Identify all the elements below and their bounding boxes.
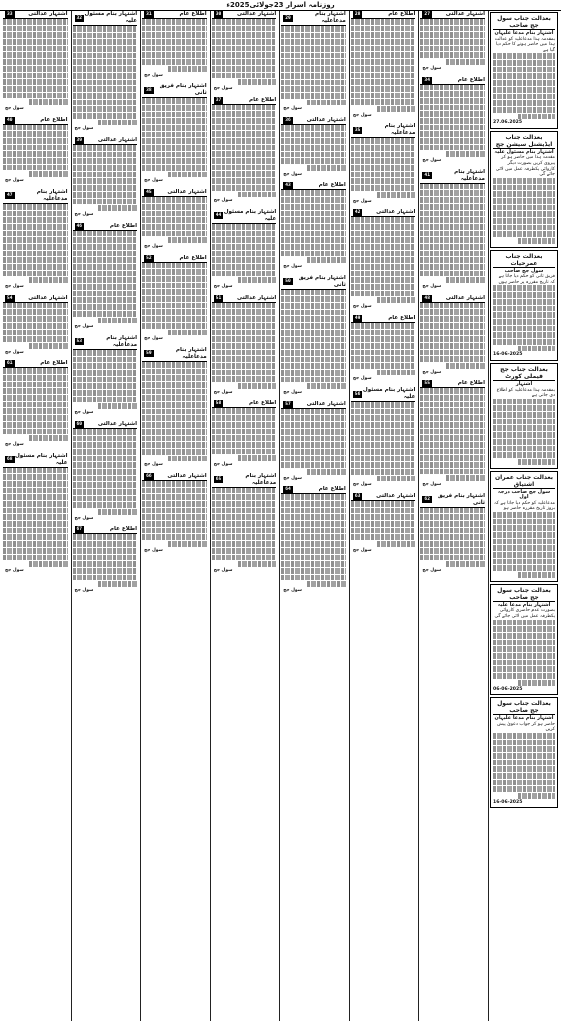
- entry-heading: اشتہار عدالتی: [167, 189, 207, 196]
- entry-heading: اطلاع عام: [388, 11, 416, 17]
- entry-signature: سول جج: [213, 389, 233, 395]
- entry-heading: اطلاع عام: [318, 486, 346, 493]
- classified-entry: [142, 83, 207, 187]
- entry-heading: اشتہار بنام مدعاعلیہ: [36, 188, 68, 202]
- entry-number: 38: [146, 87, 152, 93]
- entry-heading: اشتہار عدالتی: [306, 400, 346, 407]
- entry-signature: سول جج: [74, 587, 94, 593]
- classified-entry: [351, 387, 416, 491]
- entry-signature: سول جج: [74, 410, 94, 416]
- entry-heading: اشتہار بنام مدعاعلیہ: [245, 472, 277, 486]
- court-notice: [490, 250, 558, 361]
- classified-entry: [212, 209, 277, 293]
- notice-title: بعدالت جناب سول جج صاحب: [493, 700, 555, 715]
- entry-number: 65: [215, 477, 222, 483]
- entry-heading: اشتہار بنام مدعاعلیہ: [175, 346, 207, 360]
- entry-number: 37: [215, 97, 222, 103]
- notice-date: 16-06-2025: [493, 799, 523, 805]
- classified-entry: [142, 473, 207, 557]
- notice-title: بعدالت جناب سول جج صاحب: [493, 15, 555, 30]
- classified-column-2: [349, 11, 417, 1021]
- entry-signature: سول جج: [4, 349, 24, 355]
- entry-number: 42: [354, 210, 361, 216]
- notice-subtitle: سول جج صاحب: [504, 267, 544, 274]
- entry-number: 51: [215, 295, 222, 301]
- classified-entry: [281, 401, 346, 485]
- entry-heading: اشتہار بنام فریق ثانی: [437, 492, 485, 506]
- entry-heading: اطلاع عام: [249, 96, 277, 103]
- entry-number: 63: [354, 494, 361, 500]
- entry-number: 66: [146, 473, 152, 479]
- entry-signature: سول جج: [352, 112, 372, 118]
- entry-signature: سول جج: [213, 284, 233, 290]
- entry-signature: سول جج: [4, 284, 24, 290]
- entry-signature: سول جج: [283, 587, 303, 593]
- classified-entry: [281, 275, 346, 399]
- entry-signature: سول جج: [144, 547, 163, 553]
- classified-entry: [420, 295, 485, 379]
- notice-subtitle: اشتہار: [515, 380, 533, 387]
- notice-body: بمقدمہ ہذا مدعاعلیہ کو عدالت ہذا میں حاضر ہونے کا حکم دیا گیا ہے: [494, 36, 555, 53]
- entry-heading: اطلاع عام: [109, 222, 138, 229]
- classified-column-7: [2, 11, 69, 1021]
- entry-signature: سول جج: [144, 243, 163, 249]
- entry-number: 62: [424, 497, 430, 503]
- entry-heading: اشتہار عدالتی: [97, 420, 138, 427]
- classified-entry: [73, 335, 138, 419]
- entry-heading: اشتہار بنام مدعاعلیہ: [106, 334, 138, 348]
- notice-body: حاضر ہو کر جواب دعویٰ پیش کریں: [497, 721, 555, 733]
- classified-column-1: [418, 11, 486, 1021]
- notice-title: بعدالت جناب سول جج صاحب: [493, 587, 555, 602]
- entry-heading: اشتہار عدالتی: [237, 11, 277, 17]
- notice-date: 06-06-2025: [493, 686, 523, 692]
- entry-signature: سول جج: [352, 198, 372, 204]
- entry-number: 31: [146, 12, 152, 17]
- entry-signature: سول جج: [422, 284, 442, 290]
- entry-number: 47: [6, 193, 13, 199]
- entry-heading: اشتہار عدالتی: [167, 472, 207, 479]
- entry-number: 40: [6, 117, 13, 123]
- classified-entry: [142, 347, 207, 471]
- entry-heading: اشتہار بنام مسئول علیہ: [223, 208, 277, 222]
- entry-heading: اشتہار بنام مدعاعلیہ: [454, 168, 485, 182]
- entry-signature: سول جج: [283, 390, 303, 396]
- entry-number: 60: [76, 421, 83, 427]
- entry-signature: سول جج: [283, 171, 303, 177]
- entry-heading: اشتہار بنام فریق ثانی: [298, 274, 346, 288]
- classified-entry: [212, 97, 277, 207]
- entry-signature: سول جج: [352, 482, 372, 488]
- notice-title: بعدالت جناب ایڈیشنل سیشن جج: [493, 134, 555, 149]
- entry-signature: سول جج: [213, 198, 233, 204]
- entry-signature: سول جج: [4, 105, 24, 111]
- entry-number: 55: [424, 381, 430, 387]
- classified-entry: [73, 421, 138, 525]
- classified-entry: [142, 255, 207, 345]
- classified-entry: [3, 295, 68, 359]
- entry-number: 54: [6, 295, 13, 301]
- entry-signature: سول جج: [422, 482, 442, 487]
- classified-entry: [73, 526, 138, 596]
- classified-entry: [3, 117, 68, 187]
- classified-column-4: [210, 11, 278, 1021]
- classified-entry: [73, 223, 138, 333]
- entry-number: 49: [354, 315, 361, 321]
- entry-number: 61: [6, 361, 13, 367]
- entry-heading: اطلاع عام: [457, 380, 485, 387]
- entry-number: 59: [146, 351, 152, 357]
- newspaper-page: [2, 11, 559, 1021]
- entry-heading: اشتہار عدالتی: [376, 209, 416, 216]
- entry-number: 44: [215, 213, 222, 219]
- entry-number: 50: [285, 279, 291, 285]
- entry-signature: سول جج: [422, 158, 442, 164]
- entry-heading: اطلاع عام: [388, 314, 416, 321]
- entry-heading: اطلاع عام: [457, 76, 485, 83]
- classified-entry: [3, 453, 68, 577]
- classified-entry: [142, 189, 207, 253]
- entry-signature: سول جج: [422, 567, 442, 573]
- entry-heading: اشتہار بنام مسئول علیہ: [362, 387, 416, 401]
- classified-entry: [3, 11, 68, 115]
- entry-heading: اطلاع عام: [109, 526, 138, 533]
- entry-number: 28: [354, 12, 361, 17]
- notice-date: 27.06.2025: [493, 120, 523, 126]
- classified-entry: [142, 11, 207, 81]
- classified-column-3: [279, 11, 347, 1021]
- classified-entry: [212, 295, 277, 399]
- classified-entry: [351, 11, 416, 121]
- entry-number: 45: [146, 190, 152, 196]
- entry-heading: اشتہار عدالتی: [97, 137, 138, 144]
- entry-signature: سول جج: [352, 376, 372, 382]
- classified-entry: [212, 11, 277, 95]
- classified-column-5: [140, 11, 208, 1021]
- classified-entry: [73, 11, 138, 135]
- entry-signature: سول جج: [352, 304, 372, 310]
- entry-heading: اطلاع عام: [179, 11, 207, 17]
- entry-signature: سول جج: [4, 178, 24, 184]
- entry-number: 36: [285, 117, 291, 123]
- classified-entry: [3, 360, 68, 450]
- entry-heading: اطلاع عام: [40, 360, 68, 367]
- entry-number: 39: [76, 138, 83, 144]
- notice-body: بمقدمہ ہذا مدعاعلیہ کو اطلاع دی جاتی ہے: [496, 387, 555, 399]
- classified-entry: [351, 123, 416, 207]
- entry-heading: اطلاع عام: [249, 400, 277, 407]
- classified-entry: [281, 486, 346, 596]
- entry-signature: سول جج: [283, 106, 303, 112]
- entry-signature: سول جج: [74, 324, 94, 330]
- entry-heading: اشتہار عدالتی: [28, 11, 68, 17]
- entry-number: 68: [6, 457, 13, 463]
- notice-date: 16-06-2025: [493, 352, 523, 358]
- classified-entry: [420, 169, 485, 293]
- court-notice: [490, 471, 558, 582]
- entry-signature: سول جج: [422, 65, 442, 71]
- entry-signature: سول جج: [213, 461, 233, 467]
- entry-heading: اطلاع عام: [40, 116, 68, 123]
- notice-subtitle: اشتہار بنام مدعا علیہان: [494, 30, 554, 36]
- entry-number: 43: [285, 183, 291, 189]
- entry-signature: سول جج: [4, 441, 24, 447]
- classified-entry: [351, 209, 416, 313]
- entry-signature: سول جج: [74, 515, 94, 521]
- entry-signature: سول جج: [144, 72, 163, 78]
- classified-entry: [281, 182, 346, 272]
- notice-subtitle: اشتہار بنام مدعا علیہان: [494, 715, 554, 722]
- entry-heading: اشتہار عدالتی: [28, 294, 68, 301]
- entry-heading: اشتہار بنام مسئول علیہ: [14, 452, 68, 466]
- court-notice: [490, 363, 558, 469]
- entry-signature: سول جج: [422, 369, 442, 375]
- notice-body: بصورت عدم حاضری کاروائی یکطرفہ عمل میں لائی جائے گی: [494, 608, 555, 620]
- court-notice: [490, 697, 558, 808]
- classified-entry: [420, 11, 485, 75]
- entry-number: 52: [146, 255, 152, 261]
- court-notices-column: [488, 11, 559, 1021]
- entry-number: 58: [215, 401, 222, 407]
- entry-number: 30: [215, 12, 222, 17]
- entry-number: 48: [424, 295, 430, 301]
- court-notice: [490, 131, 558, 248]
- entry-heading: اشتہار عدالتی: [376, 493, 416, 500]
- entry-signature: سول جج: [144, 462, 163, 468]
- notice-title: بعدالت جناب عمران اشتیاق: [494, 473, 554, 488]
- entry-signature: سول جج: [144, 178, 163, 184]
- classified-entry: [420, 380, 485, 490]
- notice-title: بعدالت جناب عمرحیات: [493, 253, 555, 268]
- notice-subtitle: سول جج صاحب درجہ اول: [497, 488, 551, 501]
- entry-number: 67: [76, 527, 83, 533]
- notice-title: بعدالت جناب جج فیملی کورٹ: [493, 366, 555, 381]
- entry-heading: اشتہار بنام مسئول علیہ: [84, 11, 138, 24]
- entry-signature: سول جج: [144, 336, 163, 342]
- notice-subtitle: اشتہار بنام مسئول علیہ: [494, 148, 554, 155]
- entry-signature: سول جج: [4, 567, 24, 573]
- entry-number: 32: [76, 15, 83, 21]
- notice-body: فریق ثانی کو حکم دیا جاتا ہے کہ تاریخ مقررہ پر حاضر ہوں: [498, 274, 555, 285]
- entry-heading: اشتہار بنام مدعاعلیہ: [315, 11, 346, 24]
- entry-heading: اشتہار بنام فریق ثانی: [159, 83, 207, 97]
- entry-signature: سول جج: [283, 475, 303, 481]
- notice-subtitle: اشتہار بنام مدعا علیہ: [497, 601, 551, 608]
- entry-number: 53: [76, 339, 83, 345]
- entry-number: 35: [354, 127, 361, 133]
- entry-heading: اطلاع عام: [179, 254, 207, 261]
- classified-entry: [3, 189, 68, 293]
- entry-heading: اطلاع عام: [318, 182, 346, 189]
- entry-heading: اشتہار عدالتی: [445, 11, 485, 17]
- entry-signature: سول جج: [74, 211, 94, 217]
- classified-entry: [351, 315, 416, 385]
- entry-heading: اشتہار عدالتی: [445, 294, 485, 301]
- classified-entry: [351, 493, 416, 557]
- entry-signature: سول جج: [213, 567, 233, 573]
- classified-entry: [212, 473, 277, 577]
- classified-column-6: [71, 11, 139, 1021]
- entry-signature: سول جج: [74, 126, 94, 132]
- classified-entry: [420, 493, 485, 577]
- notice-body: مقدمہ ہذا میں حاضر ہو کر پیروی کریں بصورت دیگر کاروائی یکطرفہ عمل میں لائی جائے گی: [495, 155, 555, 178]
- entry-number: 29: [285, 15, 291, 21]
- court-notice: [490, 584, 558, 695]
- classified-entry: [73, 137, 138, 221]
- entry-number: 41: [424, 173, 430, 179]
- classified-entry: [281, 11, 346, 115]
- entry-number: 46: [76, 223, 83, 229]
- entry-signature: سول جج: [213, 85, 233, 91]
- court-notice: [490, 12, 558, 129]
- entry-number: 56: [354, 391, 361, 397]
- classified-entry: [281, 117, 346, 181]
- notice-body: مدعاعلیہ کو حکم دیا جاتا ہے کہ بروز تاریخ مقررہ حاضر ہو: [493, 500, 555, 512]
- entry-number: 57: [285, 401, 291, 407]
- entry-heading: اشتہار عدالتی: [237, 294, 277, 301]
- entry-heading: اشتہار بنام مدعاعلیہ: [384, 123, 416, 137]
- entry-heading: اشتہار عدالتی: [306, 116, 346, 123]
- entry-signature: سول جج: [283, 264, 303, 270]
- entry-number: 64: [285, 487, 291, 493]
- classified-entry: [420, 77, 485, 167]
- entry-signature: سول جج: [352, 547, 372, 553]
- classified-entry: [212, 400, 277, 470]
- entry-number: 34: [424, 77, 430, 83]
- entry-number: 33: [6, 12, 13, 17]
- masthead-date: روزنامہ اسرار 23جولائی2025ء: [0, 0, 561, 11]
- entry-number: 27: [424, 12, 430, 17]
